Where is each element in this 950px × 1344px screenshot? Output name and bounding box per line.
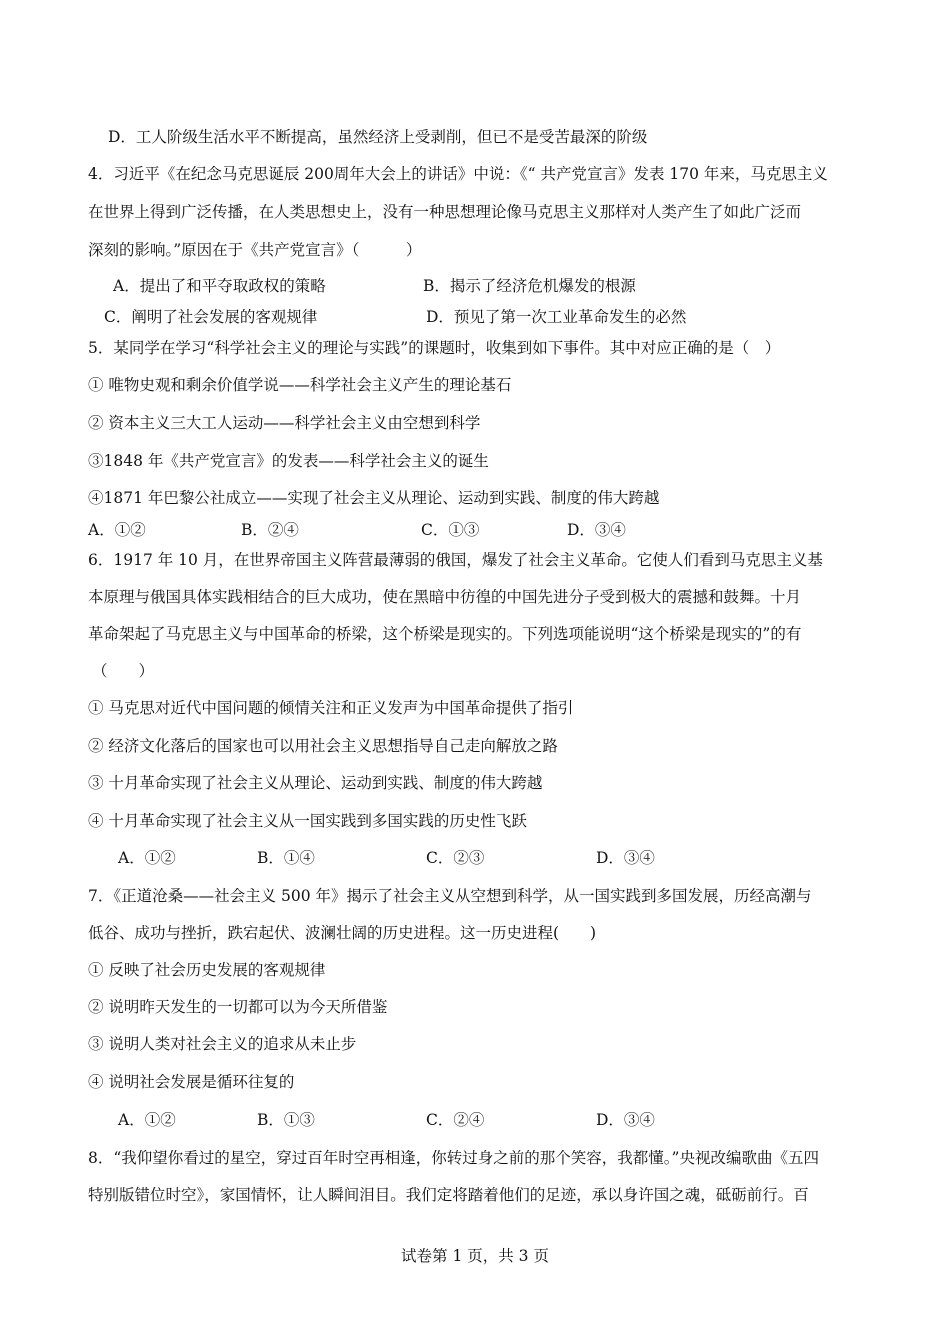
- q4-stem-line-1: 4．习近平《在纪念马克思诞辰 200周年大会上的讲话》中说：《“ 共产党宣言》发表 170 年来，马克思主义: [88, 165, 828, 183]
- q4-option-a: A．提出了和平夺取政权的策略: [113, 277, 326, 295]
- q6-option-c: C．②③: [426, 849, 485, 867]
- q4-stem-line-2: 在世界上得到广泛传播，在人类思想史上，没有一种思想理论像马克思主义那样对人类产生了如此广泛而: [88, 203, 802, 221]
- q5-item-2: ② 资本主义三大工人运动——科学社会主义由空想到科学: [88, 414, 481, 432]
- q5-item-1: ① 唯物史观和剩余价值学说——科学社会主义产生的理论基石: [88, 376, 512, 394]
- q5-item-4: ④1871 年巴黎公社成立——实现了社会主义从理论、运动到实践、制度的伟大跨越: [88, 489, 660, 507]
- q7-stem-line-2: 低谷、成功与挫折，跌宕起伏、波澜壮阔的历史进程。这一历史进程( ): [88, 924, 597, 942]
- q7-stem-line-1: 7．《正道沧桑——社会主义 500 年》揭示了社会主义从空想到科学，从一国实践到多国发展，历经高潮与: [88, 887, 812, 905]
- q7-option-a: A．①②: [118, 1111, 176, 1129]
- q8-stem-line-2: 特别版错位时空》，家国情怀，让人瞬间泪目。我们定将踏着他们的足迹，承以身许国之魂，砥砺前行。百: [88, 1186, 809, 1204]
- q7-item-2: ② 说明昨天发生的一切都可以为今天所借鉴: [88, 998, 388, 1016]
- q6-option-d: D．③④: [596, 849, 655, 867]
- q5-stem: 5．某同学在学习“科学社会主义的理论与实践”的课题时，收集到如下事件。其中对应正确的是（ ）: [88, 339, 781, 357]
- q6-item-4: ④ 十月革命实现了社会主义从一国实践到多国实践的历史性飞跃: [88, 812, 527, 830]
- q7-item-1: ① 反映了社会历史发展的客观规律: [88, 961, 326, 979]
- q7-option-b: B．①③: [257, 1111, 315, 1129]
- q7-item-4: ④ 说明社会发展是循环往复的: [88, 1073, 295, 1091]
- q6-item-1: ① 马克思对近代中国问题的倾情关注和正义发声为中国革命提供了指引: [88, 699, 574, 717]
- q7-option-c: C．②④: [426, 1111, 485, 1129]
- q6-option-a: A．①②: [118, 849, 176, 867]
- q7-option-d: D．③④: [596, 1111, 655, 1129]
- q6-stem-line-1: 6．1917 年 10 月，在世界帝国主义阵营最薄弱的俄国，爆发了社会主义革命。它使人们看到马克思主义基: [88, 551, 823, 569]
- q7-item-3: ③ 说明人类对社会主义的追求从未止步: [88, 1035, 357, 1053]
- q6-item-3: ③ 十月革命实现了社会主义从理论、运动到实践、制度的伟大跨越: [88, 774, 543, 792]
- q6-stem-line-2: 本原理与俄国具体实践相结合的巨大成功，使在黑暗中彷徨的中国先进分子受到极大的震撼和鼓舞。十月: [88, 588, 802, 606]
- page-footer: 试卷第 1 页，共 3 页: [401, 1247, 549, 1265]
- q3-option-d: D．工人阶级生活水平不断提高，虽然经济上受剥削，但已不是受苦最深的阶级: [108, 128, 648, 146]
- q6-option-b: B．①④: [257, 849, 315, 867]
- q4-option-d: D．预见了第一次工业革命发生的必然: [426, 308, 687, 326]
- q4-option-c: C．阐明了社会发展的客观规律: [104, 308, 318, 326]
- q4-stem-line-3: 深刻的影响。”原因在于《共产党宣言》（ ）: [88, 241, 422, 259]
- q8-stem-line-1: 8．“我仰望你看过的星空，穿过百年时空再相逢，你转过身之前的那个笑容，我都懂。”央视改编歌曲《五四: [88, 1149, 819, 1167]
- q6-item-2: ② 经济文化落后的国家也可以用社会主义思想指导自己走向解放之路: [88, 737, 558, 755]
- q5-item-3: ③1848 年《共产党宣言》的发表——科学社会主义的诞生: [88, 452, 489, 470]
- q5-option-b: B．②④: [241, 521, 299, 539]
- q6-stem-line-3: 革命架起了马克思主义与中国革命的桥梁，这个桥梁是现实的。下列选项能说明“这个桥梁是现实的”的有: [88, 625, 802, 643]
- q5-option-d: D．③④: [567, 521, 626, 539]
- q5-option-c: C．①③: [421, 521, 480, 539]
- q4-option-b: B．揭示了经济危机爆发的根源: [423, 277, 636, 295]
- q6-stem-line-4: （ ）: [92, 662, 155, 680]
- q5-option-a: A．①②: [88, 521, 146, 539]
